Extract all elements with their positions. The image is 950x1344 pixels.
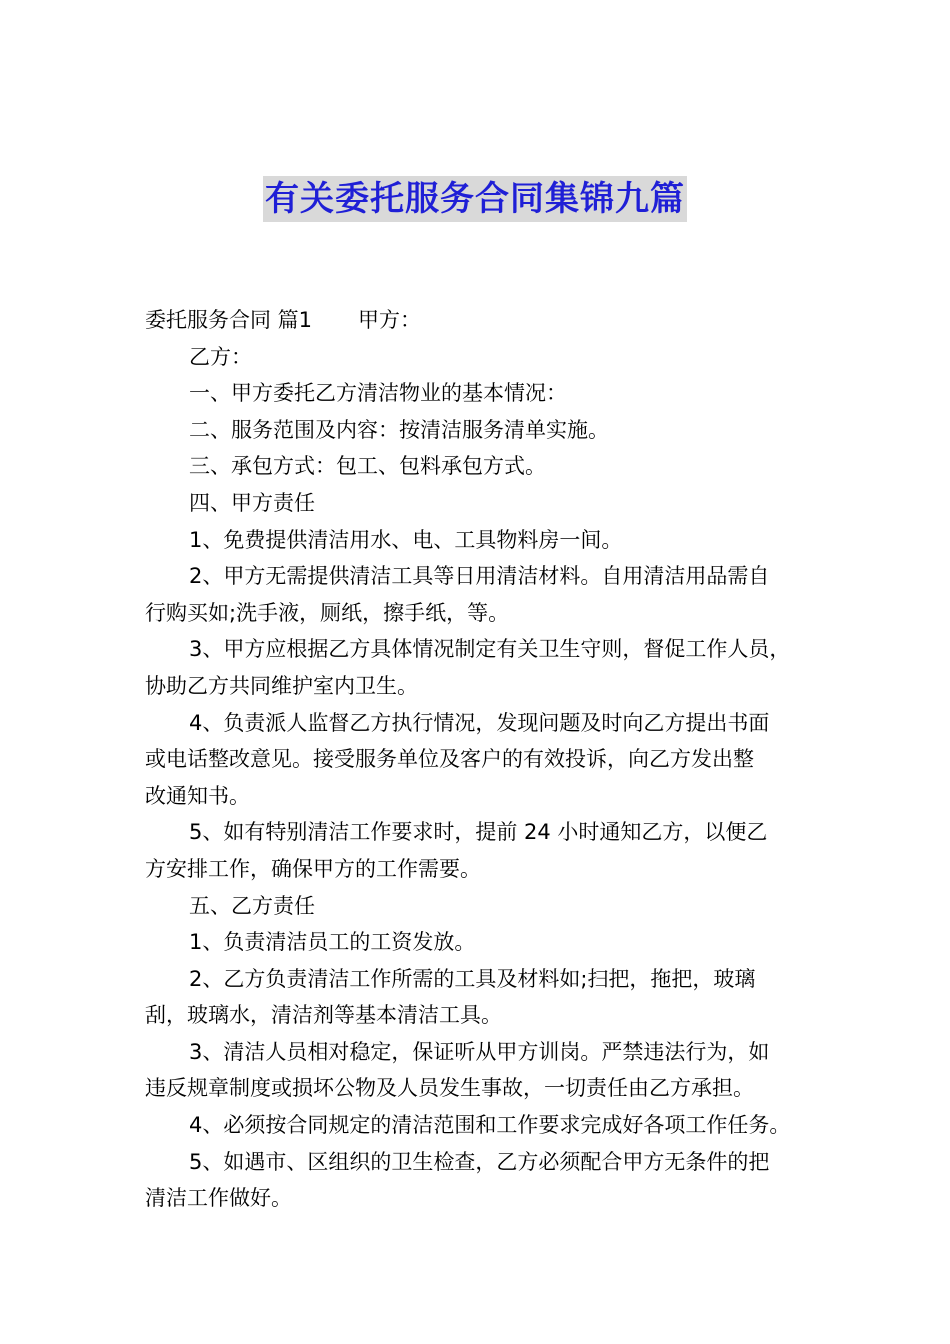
- title-container: [0, 176, 950, 222]
- document-title: 有关委托服务合同集锦九篇: [263, 176, 687, 222]
- paragraph-line: 5、如遇市、区组织的卫生检查，乙方必须配合甲方无条件的把: [189, 1149, 770, 1174]
- paragraph-line: 五、乙方责任: [189, 893, 315, 918]
- paragraph-line: 一、甲方委托乙方清洁物业的基本情况：: [189, 381, 567, 406]
- paragraph-line: 乙方：: [189, 344, 252, 369]
- paragraph-line: 1、免费提供清洁用水、电、工具物料房一间。: [189, 527, 623, 552]
- paragraph-line: 三、承包方式：包工、包料承包方式。: [189, 454, 546, 479]
- paragraph-line: 行购买如;洗手液，厕纸，擦手纸，等。: [145, 600, 510, 625]
- paragraph-line: 改通知书。: [145, 783, 250, 808]
- paragraph-line: 4、必须按合同规定的清洁范围和工作要求完成好各项工作任务。: [189, 1113, 791, 1138]
- paragraph-lines: [145, 339, 809, 1217]
- contract-label: 委托服务合同 篇1: [145, 308, 313, 332]
- paragraph-line: 4、负责派人监督乙方执行情况，发现问题及时向乙方提出书面: [189, 710, 770, 735]
- paragraph-line: 5、如有特别清洁工作要求时，提前 24 小时通知乙方，以便乙: [189, 820, 768, 845]
- document-body: [145, 302, 809, 1217]
- party-a-label: 甲方：: [358, 308, 422, 332]
- paragraph-line: 3、甲方应根据乙方具体情况制定有关卫生守则，督促工作人员，: [189, 637, 791, 662]
- paragraph-line: 二、服务范围及内容：按清洁服务清单实施。: [189, 417, 609, 442]
- paragraph-line: 2、甲方无需提供清洁工具等日用清洁材料。自用清洁用品需自: [189, 564, 770, 589]
- paragraph-line: 四、甲方责任: [189, 490, 315, 515]
- paragraph-line: 方安排工作，确保甲方的工作需要。: [145, 856, 481, 881]
- section-heading: [145, 302, 809, 339]
- paragraph-line: 1、负责清洁员工的工资发放。: [189, 930, 476, 955]
- paragraph-line: 协助乙方共同维护室内卫生。: [145, 673, 418, 698]
- paragraph-line: 2、乙方负责清洁工作所需的工具及材料如;扫把，拖把，玻璃: [189, 966, 756, 991]
- paragraph-line: 3、清洁人员相对稳定，保证听从甲方训岗。严禁违法行为，如: [189, 1039, 770, 1064]
- paragraph-line: 刮，玻璃水，清洁剂等基本清洁工具。: [145, 1003, 502, 1028]
- paragraph-line: 违反规章制度或损坏公物及人员发生事故，一切责任由乙方承担。: [145, 1076, 754, 1101]
- paragraph-line: 或电话整改意见。接受服务单位及客户的有效投诉，向乙方发出整: [145, 747, 754, 772]
- paragraph-line: 清洁工作做好。: [145, 1186, 292, 1211]
